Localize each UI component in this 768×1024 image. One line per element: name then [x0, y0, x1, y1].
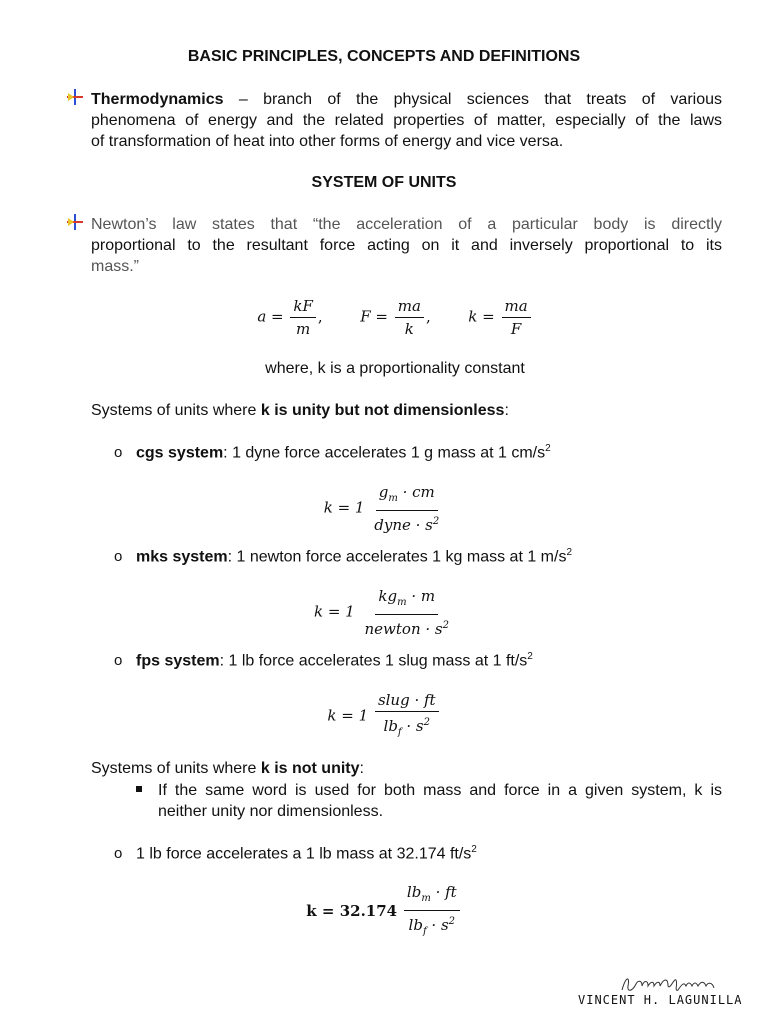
eq1-lhs: a = [257, 307, 284, 326]
circle-bullet-icon: o [114, 548, 123, 565]
not-unity-note: If the same word is used for both mass and force in a given system, k is neither unity nor dimensionless. [158, 782, 722, 820]
newton-line2: proportional to the resultant force acting on it and inversely proportional to its [91, 237, 722, 254]
section-heading: SYSTEM OF UNITS [311, 174, 457, 191]
thermo-term: Thermodynamics [91, 91, 224, 108]
circle-bullet-icon: o [114, 652, 123, 669]
mks-equation: k = 1 $\frac{kg_m \cdot m}{newton \cdot s^2}$ [313, 587, 449, 638]
thermo-line1: – branch of the physical sciences that treats of various [223, 91, 722, 108]
cgs-line: cgs system: 1 dyne force accelerates 1 g mass at 1 $cm/s^2$ [136, 443, 551, 462]
eq2-lhs: F = [360, 307, 388, 326]
cgs-equation: k = 1 $\frac{g_m \cdot cm}{dyne \cdot s^2}$ [323, 483, 440, 534]
where-note: where, k is a proportionality constant [265, 360, 525, 377]
fps-line: fps system: 1 lb force accelerates 1 slug mass at 1 $ft/s^2$ [136, 651, 533, 670]
thermodynamics-definition [91, 89, 722, 152]
thermo-line2: phenomena of energy and the related properties of matter, especially of the laws [91, 112, 722, 129]
unity-heading: Systems of units where k is unity but not dimensionless: [91, 402, 509, 419]
thermo-bullet-icon [66, 88, 84, 106]
newton-line3: mass.” [91, 258, 139, 275]
author-name: VINCENT H. LAGUNILLA [578, 993, 743, 1007]
eq3-fraction: $\frac{ma}{F}$ [502, 296, 531, 339]
mks-line: mks system: 1 newton force accelerates 1 kg mass at 1 $m/s^2$ [136, 547, 573, 566]
lb-line: 1 lb force accelerates a 1 lb mass at 32.174 $ft/s^2$ [136, 844, 477, 863]
thermo-line3: of transformation of heat into other forms of energy and vice versa. [91, 133, 564, 150]
not-unity-heading: Systems of units where k is not unity: [91, 760, 364, 777]
eq1-fraction: $\frac{kF}{m}$ [290, 296, 316, 339]
eq3-lhs: k = [468, 307, 495, 326]
circle-bullet-icon: o [114, 444, 123, 461]
lb-equation: k = 32.174 $\frac{lb_m \cdot ft}{lb_f \cdot s^2}$ [0, 882, 768, 942]
circle-bullet-icon: o [114, 845, 123, 862]
newton-line1: Newton’s law states that “the acceleration of a particular body is directly [91, 216, 722, 233]
eq2-fraction: $\frac{ma}{k}$ [395, 296, 424, 339]
newton-equations: a = $\frac{kF}{m}$ , F = $\frac{ma}{k}$ , k = $\frac{ma}{F}$ [0, 296, 768, 339]
newton-law [91, 214, 722, 277]
square-bullet-icon [136, 786, 142, 792]
thermo-bullet-icon [66, 213, 84, 231]
fps-equation: k = 1 $\frac{\text{slug · ft}}{lb_f \cdot s^2}$ [0, 690, 768, 743]
page-title: BASIC PRINCIPLES, CONCEPTS AND DEFINITIONS [187, 48, 581, 65]
